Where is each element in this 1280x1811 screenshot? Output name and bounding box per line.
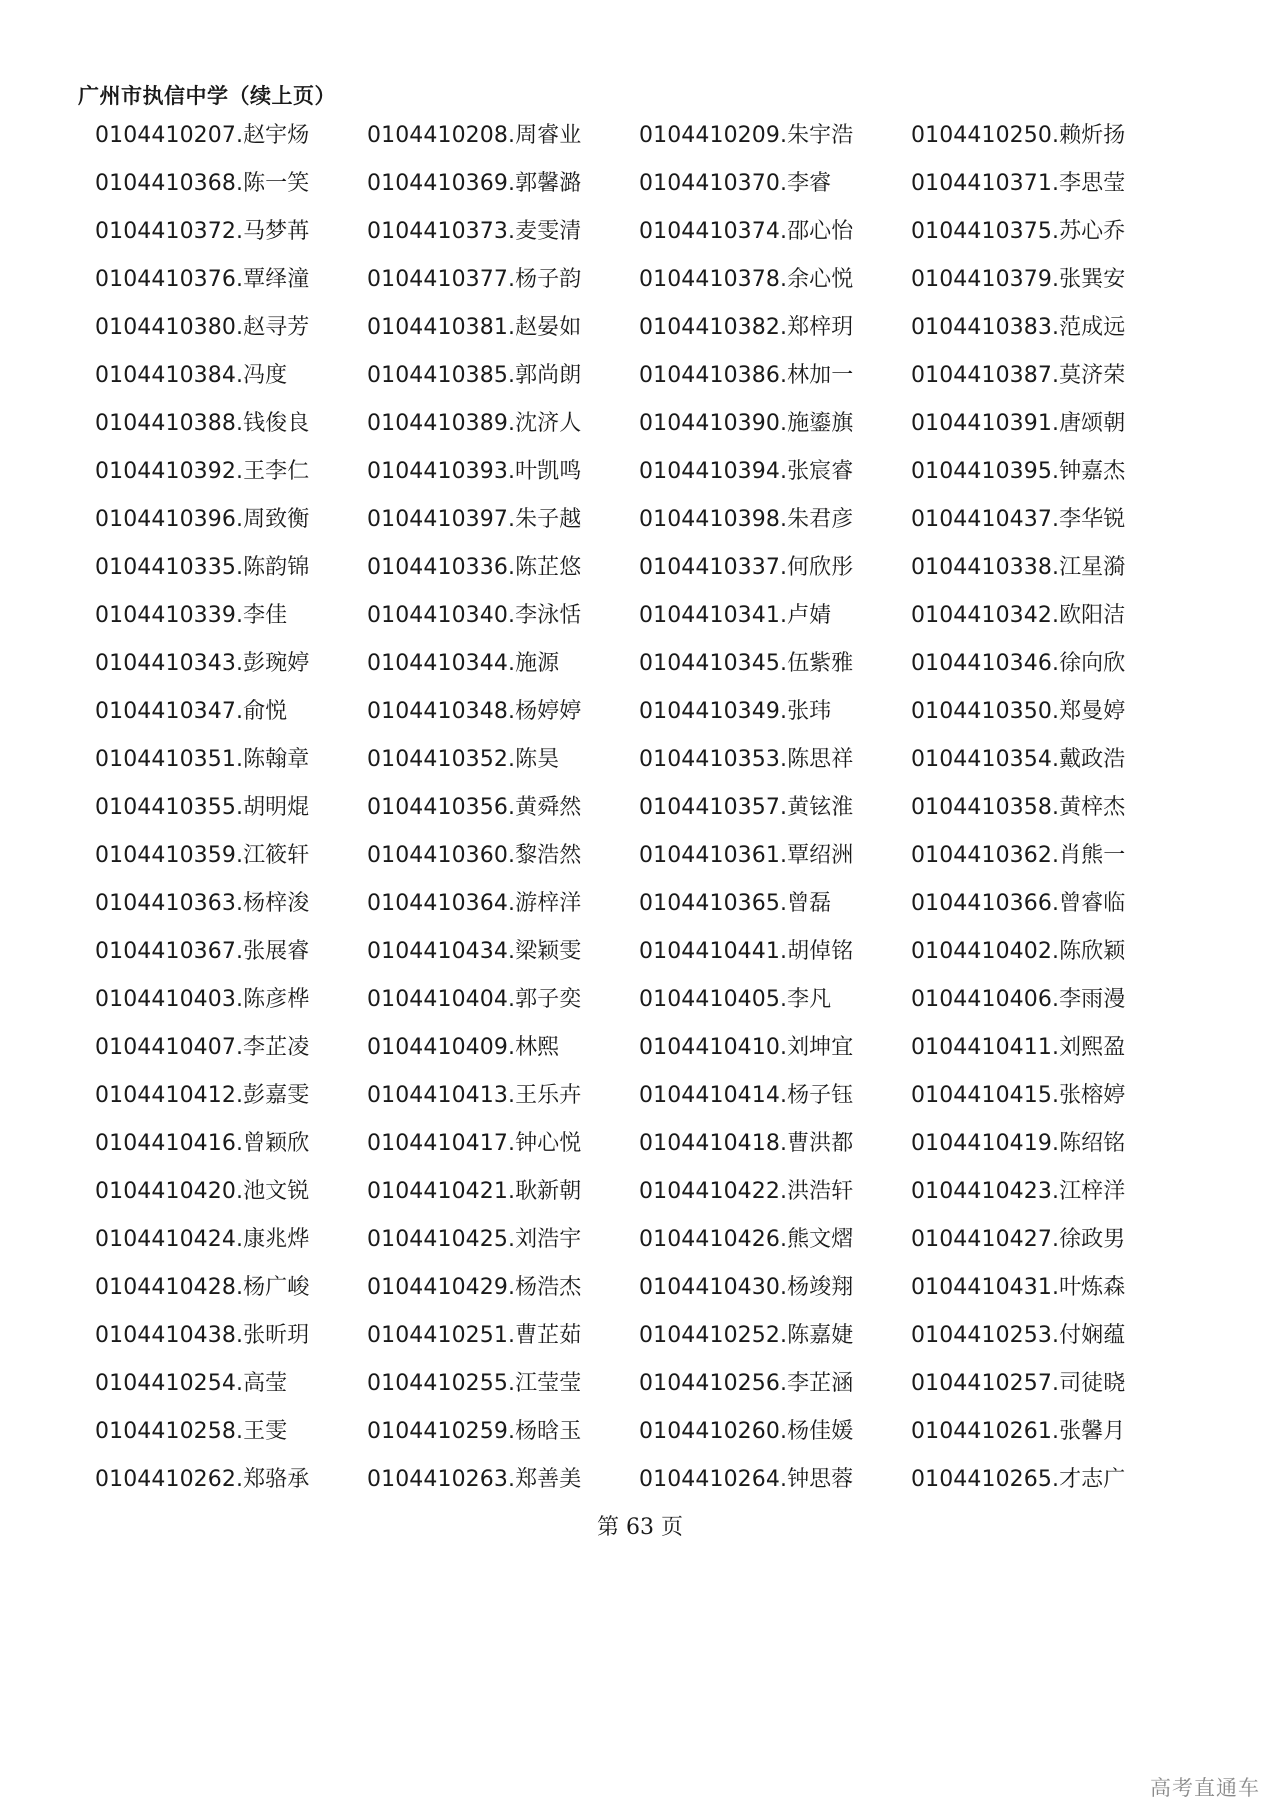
roster-entry: 0104410434.梁颖雯	[367, 939, 582, 964]
roster-entry: 0104410338.江星漪	[911, 555, 1126, 580]
roster-entry: 0104410391.唐颂朝	[911, 411, 1126, 436]
roster-entry: 0104410361.覃绍洲	[639, 843, 854, 868]
roster-entry: 0104410339.李佳	[95, 603, 288, 628]
roster-entry: 0104410406.李雨漫	[911, 987, 1126, 1012]
roster-entry: 0104410373.麦雯清	[367, 219, 582, 244]
roster-entry: 0104410352.陈昊	[367, 747, 560, 772]
roster-entry: 0104410369.郭馨潞	[367, 171, 582, 196]
roster-entry: 0104410424.康兆烨	[95, 1227, 310, 1252]
roster-entry: 0104410392.王李仁	[95, 459, 310, 484]
roster-entry: 0104410375.苏心乔	[911, 219, 1126, 244]
roster-entry: 0104410346.徐向欣	[911, 651, 1126, 676]
roster-entry: 0104410360.黎浩然	[367, 843, 582, 868]
roster-entry: 0104410370.李睿	[639, 171, 832, 196]
roster-entry: 0104410407.李芷凌	[95, 1035, 310, 1060]
roster-entry: 0104410350.郑曼婷	[911, 699, 1126, 724]
roster-entry: 0104410209.朱宇浩	[639, 123, 854, 148]
roster-entry: 0104410371.李思莹	[911, 171, 1126, 196]
roster-entry: 0104410387.莫济荣	[911, 363, 1126, 388]
roster-entry: 0104410341.卢婧	[639, 603, 832, 628]
roster-entry: 0104410388.钱俊良	[95, 411, 310, 436]
roster-entry: 0104410254.高莹	[95, 1371, 288, 1396]
roster-entry: 0104410355.胡明焜	[95, 795, 310, 820]
roster-entry: 0104410368.陈一笑	[95, 171, 310, 196]
roster-entry: 0104410403.陈彦桦	[95, 987, 310, 1012]
roster-entry: 0104410337.何欣彤	[639, 555, 854, 580]
roster-entry: 0104410425.刘浩宇	[367, 1227, 582, 1252]
roster-entry: 0104410353.陈思祥	[639, 747, 854, 772]
roster-entry: 0104410358.黄梓杰	[911, 795, 1126, 820]
roster-entry: 0104410398.朱君彦	[639, 507, 854, 532]
roster-entry: 0104410364.游梓洋	[367, 891, 582, 916]
roster-entry: 0104410395.钟嘉杰	[911, 459, 1126, 484]
roster-entry: 0104410382.郑梓玥	[639, 315, 854, 340]
roster-entry: 0104410437.李华锐	[911, 507, 1126, 532]
roster-entry: 0104410251.曹芷茹	[367, 1323, 582, 1348]
roster-entry: 0104410427.徐政男	[911, 1227, 1126, 1252]
student-roster	[95, 122, 1205, 1514]
roster-entry: 0104410420.池文锐	[95, 1179, 310, 1204]
roster-entry: 0104410419.陈绍铭	[911, 1131, 1126, 1156]
roster-entry: 0104410389.沈济人	[367, 411, 582, 436]
roster-entry: 0104410261.张馨月	[911, 1419, 1126, 1444]
roster-entry: 0104410262.郑骆承	[95, 1467, 310, 1492]
roster-entry: 0104410409.林熙	[367, 1035, 560, 1060]
roster-entry: 0104410253.付娴蕴	[911, 1323, 1126, 1348]
roster-entry: 0104410347.俞悦	[95, 699, 288, 724]
roster-entry: 0104410418.曹洪都	[639, 1131, 854, 1156]
roster-entry: 0104410207.赵宇炀	[95, 123, 310, 148]
roster-entry: 0104410345.伍紫雅	[639, 651, 854, 676]
roster-entry: 0104410265.才志广	[911, 1467, 1126, 1492]
roster-entry: 0104410264.钟思蓉	[639, 1467, 854, 1492]
roster-entry: 0104410340.李泳恬	[367, 603, 582, 628]
roster-entry: 0104410410.刘坤宜	[639, 1035, 854, 1060]
roster-entry: 0104410374.邵心怡	[639, 219, 854, 244]
roster-entry: 0104410411.刘熙盈	[911, 1035, 1126, 1060]
roster-entry: 0104410255.江莹莹	[367, 1371, 582, 1396]
roster-entry: 0104410421.耿新朝	[367, 1179, 582, 1204]
roster-entry: 0104410259.杨晗玉	[367, 1419, 582, 1444]
roster-entry: 0104410415.张榕婷	[911, 1083, 1126, 1108]
roster-entry: 0104410405.李凡	[639, 987, 832, 1012]
roster-entry: 0104410344.施源	[367, 651, 560, 676]
roster-entry: 0104410366.曾睿临	[911, 891, 1126, 916]
roster-entry: 0104410336.陈芷悠	[367, 555, 582, 580]
roster-entry: 0104410257.司徒晓	[911, 1371, 1126, 1396]
roster-entry: 0104410362.肖熊一	[911, 843, 1126, 868]
roster-entry: 0104410394.张宸睿	[639, 459, 854, 484]
roster-entry: 0104410390.施鎏旗	[639, 411, 854, 436]
roster-entry: 0104410351.陈翰章	[95, 747, 310, 772]
roster-entry: 0104410384.冯度	[95, 363, 288, 388]
roster-entry: 0104410381.赵晏如	[367, 315, 582, 340]
roster-entry: 0104410383.范成远	[911, 315, 1126, 340]
roster-entry: 0104410385.郭尚朗	[367, 363, 582, 388]
roster-entry: 0104410426.熊文熠	[639, 1227, 854, 1252]
roster-entry: 0104410256.李芷涵	[639, 1371, 854, 1396]
roster-entry: 0104410363.杨梓浚	[95, 891, 310, 916]
roster-entry: 0104410348.杨婷婷	[367, 699, 582, 724]
roster-entry: 0104410379.张巽安	[911, 267, 1126, 292]
roster-entry: 0104410335.陈韵锦	[95, 555, 310, 580]
roster-entry: 0104410376.覃绎潼	[95, 267, 310, 292]
roster-entry: 0104410416.曾颖欣	[95, 1131, 310, 1156]
roster-entry: 0104410386.林加一	[639, 363, 854, 388]
roster-entry: 0104410365.曾磊	[639, 891, 832, 916]
roster-entry: 0104410359.江筱轩	[95, 843, 310, 868]
watermark: 高考直通车	[1150, 1776, 1260, 1800]
roster-entry: 0104410208.周睿业	[367, 123, 582, 148]
roster-entry: 0104410396.周致衡	[95, 507, 310, 532]
roster-entry: 0104410438.张昕玥	[95, 1323, 310, 1348]
roster-entry: 0104410342.欧阳洁	[911, 603, 1126, 628]
roster-entry: 0104410423.江梓洋	[911, 1179, 1126, 1204]
roster-entry: 0104410393.叶凯鸣	[367, 459, 582, 484]
roster-entry: 0104410429.杨浩杰	[367, 1275, 582, 1300]
roster-entry: 0104410414.杨子钰	[639, 1083, 854, 1108]
roster-entry: 0104410428.杨广峻	[95, 1275, 310, 1300]
roster-entry: 0104410356.黄舜然	[367, 795, 582, 820]
roster-entry: 0104410250.赖炘扬	[911, 123, 1126, 148]
roster-entry: 0104410404.郭子奕	[367, 987, 582, 1012]
roster-entry: 0104410380.赵寻芳	[95, 315, 310, 340]
roster-entry: 0104410372.马梦苒	[95, 219, 310, 244]
roster-entry: 0104410258.王雯	[95, 1419, 288, 1444]
roster-entry: 0104410354.戴政浩	[911, 747, 1126, 772]
roster-entry: 0104410378.余心悦	[639, 267, 854, 292]
roster-entry: 0104410422.洪浩轩	[639, 1179, 854, 1204]
roster-entry: 0104410417.钟心悦	[367, 1131, 582, 1156]
roster-entry: 0104410349.张玮	[639, 699, 832, 724]
roster-entry: 0104410441.胡倬铭	[639, 939, 854, 964]
page-heading: 广州市执信中学（续上页）	[78, 84, 336, 108]
roster-entry: 0104410402.陈欣颖	[911, 939, 1126, 964]
roster-entry: 0104410412.彭嘉雯	[95, 1083, 310, 1108]
roster-entry: 0104410260.杨佳媛	[639, 1419, 854, 1444]
roster-entry: 0104410377.杨子韵	[367, 267, 582, 292]
page-number: 第 63 页	[597, 1515, 683, 1540]
roster-entry: 0104410343.彭琬婷	[95, 651, 310, 676]
roster-entry: 0104410413.王乐卉	[367, 1083, 582, 1108]
roster-entry: 0104410357.黄铉淮	[639, 795, 854, 820]
roster-entry: 0104410263.郑善美	[367, 1467, 582, 1492]
roster-entry: 0104410252.陈嘉婕	[639, 1323, 854, 1348]
roster-entry: 0104410431.叶炼森	[911, 1275, 1126, 1300]
roster-entry: 0104410367.张展睿	[95, 939, 310, 964]
roster-entry: 0104410430.杨竣翔	[639, 1275, 854, 1300]
roster-entry: 0104410397.朱子越	[367, 507, 582, 532]
